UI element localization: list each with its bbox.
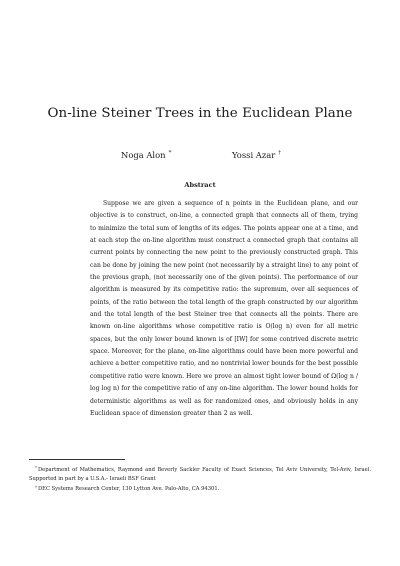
author-list xyxy=(0,150,400,164)
footnote-text: DEC Systems Research Center, 130 Lytton Ave. Palo-Alto, CA 94301. xyxy=(38,486,220,493)
abstract-body: Suppose we are given a sequence of n points in the Euclidean plane, and our objective is to construct, on-line, a connected graph that connects all of them, trying to minimize the total sum of lengths of its edges. The points appear one at a time, and at each step the on-line algorithm must construct a connected graph that contains all current points by connecting the new point to the previously constructed graph. This can be done by joining the new point (not necessarily by a straight line) to any point of the previous graph, (not necessarily one of the given points). The performance of our algorithm is measured by its competitive ratio: the supremum, over all sequences of points, of the ratio between the total length of the graph constructed by our algorithm and the total length of the best Steiner tree that connects all the points. There are known on-line algorithms whose competitive ratio is O(log n) even for all metric spaces, but the only lower bound known is of [IW] for some contrived discrete metric space. Moreover, for the plane, on-line algorithms could have been more powerful and achieve a better competitive ratio, and no nontrivial lower bounds for the best possible competitive ratio were known. Here we prove an almost tight lower bound of Ω(log n / log log n) for the competitive ratio of any on-line algorithm. The lower bound holds for deterministic algorithms as well as for randomized ones, and obviously holds in any Euclidean space of dimension greater than 2 as well. xyxy=(90,200,358,417)
footnote-mark: † xyxy=(35,484,37,490)
author-footnote-mark: * xyxy=(168,150,172,156)
author-azar xyxy=(232,150,281,160)
footnotes xyxy=(29,459,371,494)
paper-title: On-line Steiner Trees in the Euclidean Plane xyxy=(47,106,353,121)
author-alon xyxy=(121,150,171,160)
abstract-heading: Abstract xyxy=(184,181,216,189)
footnote-text: Department of Mathematics, Raymond and Beverly Sackler Faculty of Exact Sciences, Tel Aviv University, Tel-Aviv, Israel. Supported in part by a U.S.A.- Israeli BSF Grant xyxy=(29,467,371,482)
author-footnote-mark: † xyxy=(278,150,281,156)
footnote-mark: * xyxy=(35,465,37,470)
footnote-affiliation-azar xyxy=(29,483,371,494)
footnote-rule xyxy=(29,459,125,460)
footnote-affiliation-alon xyxy=(29,464,371,483)
author-name: Yossi Azar xyxy=(232,150,276,160)
author-name: Noga Alon xyxy=(121,150,166,160)
